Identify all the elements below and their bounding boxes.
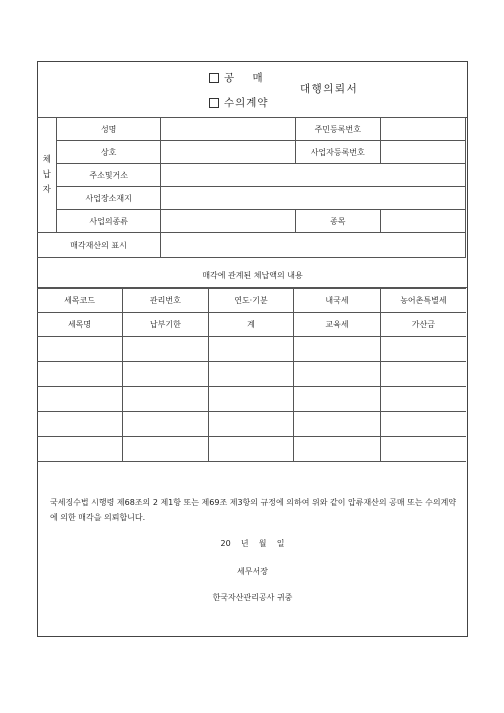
item-field[interactable]	[380, 210, 465, 233]
table-cell[interactable]	[294, 437, 381, 462]
table-row	[37, 141, 466, 164]
table-row	[37, 437, 466, 462]
table-row	[37, 233, 466, 258]
table-cell[interactable]	[208, 437, 294, 462]
address-field[interactable]	[160, 164, 465, 187]
request-statement: 국세징수법 시행령 제68조의 2 제1항 또는 제69조 제3항의 규정에 의하여 위와 같이 압류재산의 공매 또는 수의계약에 의한 매각을 의뢰합니다.	[50, 498, 457, 522]
workplace-label: 사업장소재지	[57, 187, 161, 210]
table-cell[interactable]	[294, 387, 381, 412]
table-cell[interactable]	[123, 412, 209, 437]
table-cell[interactable]	[380, 362, 466, 387]
taxpayer-side-label: 체 납 자	[37, 118, 57, 233]
option-public-auction-label: 공 매	[224, 72, 264, 84]
table-row	[37, 187, 466, 210]
table-row	[37, 313, 466, 337]
item-label: 종목	[295, 210, 380, 233]
table-cell[interactable]	[123, 437, 209, 462]
trade-name-label: 상호	[57, 141, 161, 164]
col-management-number: 관리번호	[123, 289, 209, 313]
workplace-field[interactable]	[160, 187, 465, 210]
col-tax-code: 세목코드	[37, 289, 123, 313]
table-row	[37, 412, 466, 437]
table-row	[37, 164, 466, 187]
business-number-field[interactable]	[380, 141, 465, 164]
col-education-tax: 교육세	[294, 313, 381, 337]
name-field[interactable]	[160, 118, 295, 141]
col-year-period: 연도·기분	[208, 289, 294, 313]
table-cell[interactable]	[37, 412, 123, 437]
table-cell[interactable]	[123, 337, 209, 362]
arrears-caption: 매각에 관계된 체납액의 내용	[38, 263, 467, 288]
table-cell[interactable]	[208, 412, 294, 437]
col-tax-name: 세목명	[37, 313, 123, 337]
option-public-auction[interactable]	[209, 70, 264, 85]
table-cell[interactable]	[380, 412, 466, 437]
col-due-date: 납부기한	[123, 313, 209, 337]
taxpayer-table	[37, 117, 466, 258]
recipient: 한국자산관리공사 귀중	[212, 593, 293, 602]
table-cell[interactable]	[37, 337, 123, 362]
col-rural-special-tax: 농어촌특별세	[380, 289, 466, 313]
business-number-label: 사업자등록번호	[295, 141, 380, 164]
table-cell[interactable]	[37, 437, 123, 462]
table-cell[interactable]	[123, 387, 209, 412]
name-label: 성명	[57, 118, 161, 141]
table-cell[interactable]	[37, 362, 123, 387]
table-cell[interactable]	[380, 337, 466, 362]
trade-name-field[interactable]	[160, 141, 295, 164]
table-cell[interactable]	[208, 387, 294, 412]
table-cell[interactable]	[294, 337, 381, 362]
table-row	[37, 387, 466, 412]
table-cell[interactable]	[380, 387, 466, 412]
table-row	[37, 210, 466, 233]
table-row	[37, 118, 466, 141]
request-form	[37, 61, 468, 637]
col-penalty: 가산금	[380, 313, 466, 337]
resident-number-field[interactable]	[380, 118, 465, 141]
arrears-table	[37, 288, 466, 462]
table-row	[37, 362, 466, 387]
table-row	[37, 289, 466, 313]
option-private-contract-label: 수의계약	[224, 97, 269, 109]
business-type-field[interactable]	[160, 210, 295, 233]
table-cell[interactable]	[380, 437, 466, 462]
address-label: 주소및거소	[57, 164, 161, 187]
table-row	[37, 337, 466, 362]
checkbox-icon[interactable]	[209, 73, 219, 83]
option-private-contract[interactable]	[209, 95, 269, 110]
col-total: 계	[208, 313, 294, 337]
document-title: 대행의뢰서	[300, 83, 359, 95]
col-domestic-tax: 내국세	[294, 289, 381, 313]
form-header	[38, 62, 467, 118]
table-cell[interactable]	[37, 387, 123, 412]
table-cell[interactable]	[294, 362, 381, 387]
property-field[interactable]	[160, 233, 465, 258]
resident-number-label: 주민등록번호	[295, 118, 380, 141]
table-cell[interactable]	[294, 412, 381, 437]
table-cell[interactable]	[123, 362, 209, 387]
date-line: 20 년 월 일	[220, 539, 285, 548]
property-label: 매각재산의 표시	[37, 233, 160, 258]
table-cell[interactable]	[208, 362, 294, 387]
checkbox-icon[interactable]	[209, 98, 219, 108]
tax-office-head: 세무서장	[237, 567, 268, 576]
table-cell[interactable]	[208, 337, 294, 362]
business-type-label: 사업의종류	[57, 210, 161, 233]
